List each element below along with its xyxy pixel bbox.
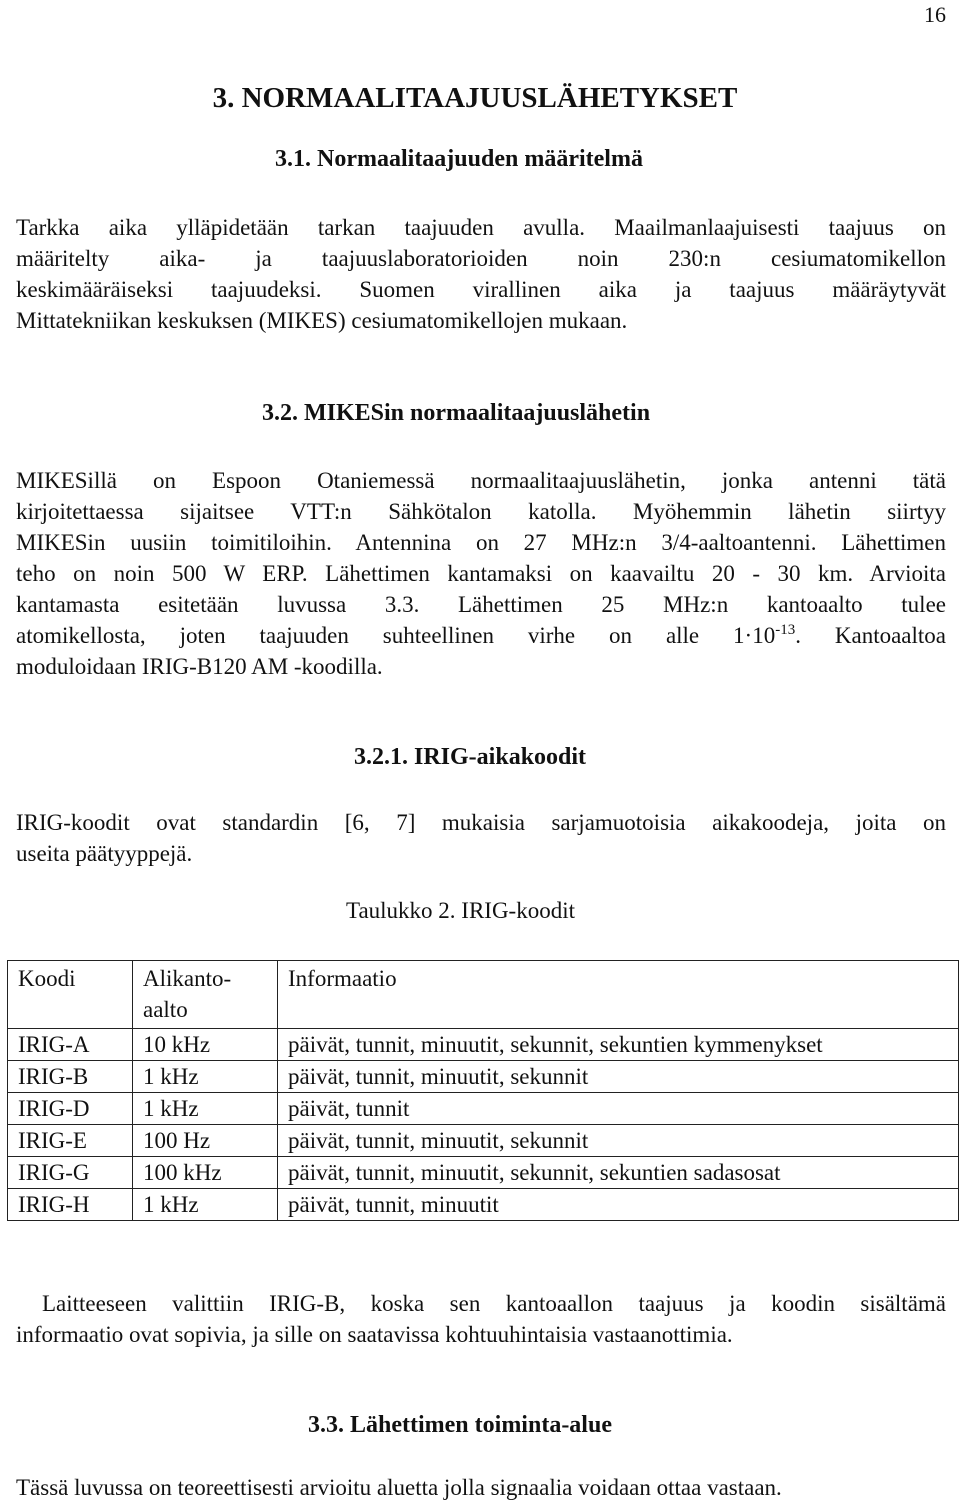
cell-code: IRIG-B <box>8 1061 133 1093</box>
cell-frequency: 1 kHz <box>133 1093 278 1125</box>
paragraph-line: informaatio ovat sopivia, ja sille on saatavissa kohtuuhintaisia vastaanottimia. <box>16 1322 733 1347</box>
cell-information: päivät, tunnit, minuutit, sekunnit, sekuntien kymmenykset <box>278 1029 959 1061</box>
cell-information: päivät, tunnit, minuutit <box>278 1189 959 1221</box>
paragraph-line: kirjoitettaessa sijaitsee VTT:n Sähkötalon katolla. Myöhemmin lähetin siirtyy <box>16 499 946 524</box>
paragraph-line: teho on noin 500 W ERP. Lähettimen kantamaksi on kaavailtu 20 - 30 km. Arvioita <box>16 561 946 586</box>
cell-code: IRIG-H <box>8 1189 133 1221</box>
cell-information: päivät, tunnit <box>278 1093 959 1125</box>
cell-frequency: 1 kHz <box>133 1061 278 1093</box>
header-informaatio: Informaatio <box>278 961 959 1029</box>
cell-frequency: 10 kHz <box>133 1029 278 1061</box>
cell-information: päivät, tunnit, minuutit, sekunnit, sekuntien sadasosat <box>278 1157 959 1189</box>
paragraph-line: moduloidaan IRIG-B120 AM -koodilla. <box>16 654 383 679</box>
paragraph-line: MIKESin uusiin toimitiloihin. Antennina on 27 MHz:n 3/4-aaltoantenni. Lähettimen <box>16 530 946 555</box>
cell-information: päivät, tunnit, minuutit, sekunnit <box>278 1125 959 1157</box>
section-heading-3-1: 3.1. Normaalitaajuuden määritelmä <box>275 146 643 172</box>
table-row <box>8 1189 959 1221</box>
line-text: . Kantoaaltoa <box>795 623 946 648</box>
paragraph-line: MIKESillä on Espoon Otaniemessä normaalitaajuuslähetin, jonka antenni tätä <box>16 468 946 493</box>
header-alikantoaalto <box>133 961 278 1029</box>
cell-frequency: 1 kHz <box>133 1189 278 1221</box>
paragraph-line: keskimääräiseksi taajuudeksi. Suomen virallinen aika ja taajuus määräytyvät <box>16 277 946 302</box>
section-heading-3-2-1: 3.2.1. IRIG-aikakoodit <box>354 744 587 770</box>
cell-code: IRIG-A <box>8 1029 133 1061</box>
paragraph-line: Tässä luvussa on teoreettisesti arvioitu aluetta jolla signaalia voidaan ottaa vastaan. <box>16 1475 782 1500</box>
paragraph-line: Laitteeseen valittiin IRIG-B, koska sen kantoaallon taajuus ja koodin sisältämä <box>42 1291 946 1316</box>
table-row <box>8 1157 959 1189</box>
header-line: aalto <box>143 997 188 1022</box>
paragraph-line-with-exponent <box>16 620 946 651</box>
section-heading-3-3: 3.3. Lähettimen toiminta-alue <box>308 1412 612 1438</box>
irig-table <box>7 960 959 1221</box>
cell-information: päivät, tunnit, minuutit, sekunnit <box>278 1061 959 1093</box>
paragraph-line: Mittatekniikan keskuksen (MIKES) cesiumatomikellojen mukaan. <box>16 308 628 333</box>
paragraph-3-2-1 <box>16 807 946 869</box>
paragraph-line: määritelty aika- ja taajuuslaboratorioiden noin 230:n cesiumatomikellon <box>16 246 946 271</box>
table-row <box>8 1125 959 1157</box>
exponent: -13 <box>775 622 796 638</box>
header-koodi: Koodi <box>8 961 133 1029</box>
paragraph-3-1 <box>16 212 946 336</box>
cell-frequency: 100 Hz <box>133 1125 278 1157</box>
paragraph-line: IRIG-koodit ovat standardin [6, 7] mukaisia sarjamuotoisia aikakoodeja, joita on <box>16 810 946 835</box>
paragraph-line: Tarkka aika ylläpidetään tarkan taajuuden avulla. Maailmanlaajuisesti taajuus on <box>16 215 946 240</box>
paragraph-line: useita päätyyppejä. <box>16 841 193 866</box>
table-header-row <box>8 961 959 1029</box>
paragraph-line: kantamasta esitetään luvussa 3.3. Lähettimen 25 MHz:n kantoaalto tulee <box>16 592 946 617</box>
paragraph-3-2 <box>16 465 946 682</box>
header-line: Alikanto- <box>143 966 232 991</box>
page-number: 16 <box>924 2 946 27</box>
paragraph-closing <box>16 1288 946 1350</box>
chapter-heading: 3. NORMAALITAAJUUSLÄHETYKSET <box>212 82 738 114</box>
section-heading-3-2: 3.2. MIKESin normaalitaajuuslähetin <box>262 400 651 426</box>
cell-code: IRIG-G <box>8 1157 133 1189</box>
table-row <box>8 1093 959 1125</box>
table-row <box>8 1029 959 1061</box>
paragraph-3-3 <box>16 1472 946 1503</box>
line-text: atomikellosta, joten taajuuden suhteellinen virhe on alle 1·10 <box>16 623 776 648</box>
table-caption: Taulukko 2. IRIG-koodit <box>346 898 576 923</box>
cell-frequency: 100 kHz <box>133 1157 278 1189</box>
cell-code: IRIG-E <box>8 1125 133 1157</box>
table-row <box>8 1061 959 1093</box>
cell-code: IRIG-D <box>8 1093 133 1125</box>
